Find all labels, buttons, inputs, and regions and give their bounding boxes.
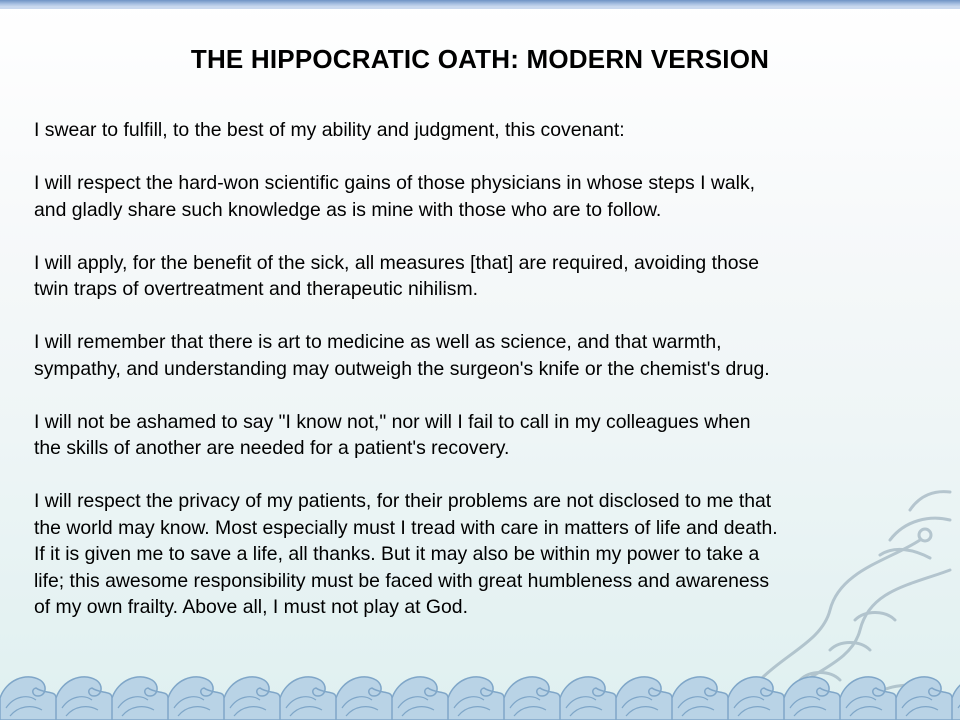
paragraph <box>34 488 959 621</box>
text-line: If it is given me to save a life, all thanks. But it may also be within my power to take a <box>34 543 760 565</box>
text-line: sympathy, and understanding may outweigh the surgeon's knife or the chemist's drug. <box>34 357 770 380</box>
top-accent-band <box>0 0 960 9</box>
text-line: the world may know. Most especially must I tread with care in matters of life and death. <box>34 516 778 539</box>
text-line: the skills of another are needed for a patient's recovery. <box>34 437 510 459</box>
text-line: I will respect the hard-won scientific gains of those physicians in whose steps I walk, <box>34 172 756 194</box>
text-line: I will remember that there is art to medicine as well as science, and that warmth, <box>34 331 722 353</box>
text-line: and gladly share such knowledge as is mine with those who are to follow. <box>34 198 662 221</box>
paragraph <box>34 329 959 382</box>
text-line: of my own frailty. Above all, I must not play at God. <box>34 596 468 618</box>
text-line: life; this awesome responsibility must be faced with great humbleness and awareness <box>34 569 770 592</box>
paragraph <box>34 117 959 144</box>
text-line: twin traps of overtreatment and therapeutic nihilism. <box>34 278 479 300</box>
wave-border <box>0 650 960 720</box>
text-line: I will not be ashamed to say "I know not," nor will I fail to call in my colleagues when <box>34 410 751 433</box>
page-title: THE HIPPOCRATIC OATH: MODERN VERSION <box>190 44 770 74</box>
text-line: I swear to fulfill, to the best of my ability and judgment, this covenant: <box>34 119 625 141</box>
paragraph <box>34 409 959 462</box>
paragraph <box>34 170 959 223</box>
text-line: I will respect the privacy of my patients, for their problems are not disclosed to me that <box>34 490 772 512</box>
paragraph <box>34 250 959 303</box>
text-line: I will apply, for the benefit of the sick, all measures [that] are required, avoiding those <box>34 251 760 274</box>
oath-body <box>34 117 959 647</box>
